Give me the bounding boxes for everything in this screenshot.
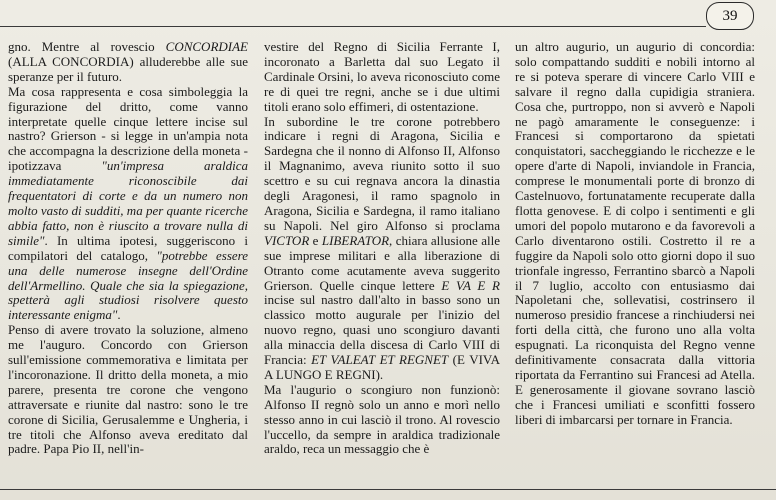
page-number: 39	[706, 2, 754, 30]
header-rule	[0, 26, 706, 27]
footer-rule	[0, 489, 776, 490]
body-text: (ALLA CONCORDIA) alluderebbe alle sue speranze per il futuro.	[8, 53, 248, 84]
paragraph	[515, 40, 755, 428]
italic-text: CONCORDIAE	[165, 39, 248, 54]
body-text: Ma l'augurio o scongiuro non funzionò: Alfonso II regnò solo un anno e morì nello stesso anno in cui lasciò il trono. Al rovescio l'uccello, da sempre in araldica tradizionale araldo, reca un messaggio che è	[264, 381, 500, 457]
body-text: un altro augurio, un augurio di concordia: solo compattando sudditi e nobili intorno al re si poteva sperare di vincere Carlo VIII e salvare il regno dalla cupidigia straniera. Cosa che, purtroppo, non si avverò e Napoli ne pagò amaramente le conseguenze: i Francesi si comportarono da spietati conquistatori, saccheggiando le ricchezze e le opere d'arte di Napoli, inviandole in Francia, comprese le monumentali porte di bronzo di Castelnuovo, fortunatamente recuperate dalla flotta genovese. E di colpo i sentimenti e gli umori del popolo mutarono e da favorevoli a Carlo diventarono ostili. Costretto il re a fuggire da Napoli solo otto giorni dopo il suo trionfale ingresso, Ferrantino sbarcò a Napoli il 7 luglio, accolto con entusiasmo dai Napoletani che, sollevatisi, costrinsero il numeroso presidio francese a rinchiudersi nei forti della città, che furono uno alla volta espugnati. La riconquista del Regno venne definitivamente consacrata dalla vittoria riportata da Ferrantino sui Francesi ad Atella. E generosamente il giovane sovrano lasciò che i Francesi umiliati e sconfitti fossero liberi di imbarcarsi per tornare in Francia.	[515, 39, 755, 427]
paragraph	[264, 40, 500, 115]
text-column-2	[264, 40, 500, 457]
paragraph	[8, 323, 248, 457]
body-text: In subordine le tre corone potrebbero indicare i regni di Aragona, Sicilia e Sardegna che il nonno di Alfonso II, Alfonso il Magnanimo, aveva riunito sotto il suo scettro e su cui regnava ancora la dinastia degli Aragonesi, il ramo spagnolo in Aragona, Sicilia e Sardegna, il ramo italiano su Napoli. Nel giro Alfonso si proclama	[264, 113, 500, 233]
paragraph	[264, 383, 500, 458]
body-text: Ma cosa rappresenta e cosa simboleggia la figurazione del dritto, come vanno interpretate quelle cinque lettere incise sul nastro? Grierson - si legge in un'ampia nota che accompagna la descrizione della moneta - ipotizzava	[8, 83, 248, 174]
body-text: Penso di avere trovato la soluzione, almeno me l'auguro. Concordo con Grierson sull'emissione commemorativa e limitata per l'incoronazione. Il dritto della moneta, a mio parere, presenta tre corone che vengono attraversate e riunite dal nastro: sono le tre corone di Sicilia, Gerusalemme e Ungheria, i tre titoli che Alfonso aveva ereditato dal padre. Papa Pio II, nell'in-	[8, 322, 248, 457]
body-text: incise sul nastro dall'alto in basso sono un classico motto augurale per l'inizio del nuovo regno, quasi uno scongiuro davanti alla minaccia della discesa di Carlo VIII di Francia:	[264, 292, 500, 368]
text-column-1	[8, 40, 248, 457]
text-column-3	[515, 40, 755, 428]
italic-text: "potrebbe essere una delle numerose insegne dell'Ordine dell'Armellino. Quale che sia la spiegazione, spetterà agli studiosi risolvere questo interessante enigma"	[8, 247, 248, 323]
body-text: e	[309, 232, 322, 248]
body-text: .	[117, 307, 121, 323]
paragraph	[8, 85, 248, 324]
italic-text: E VA E R	[441, 277, 500, 293]
paragraph	[264, 115, 500, 383]
italic-text: "un'impresa araldica immediatamente riconoscibile dai frequentatori di corte e da un numero non molto vasto di sudditi, ma per quante ricerche abbia fatto, non è riuscito a trovare nulla di simile"	[8, 158, 248, 248]
italic-text: LIBERATOR	[321, 232, 390, 248]
paragraph	[8, 40, 248, 85]
body-text: vestire del Regno di Sicilia Ferrante I, incoronato a Barletta dal suo Legato il Cardinale Orsini, lo aveva riconosciuto come re di quei tre regni, anche se i due ultimi titoli erano solo effimeri, di ostentazione.	[264, 39, 500, 114]
body-text: . In ultima ipotesi, suggeriscono i compilatori del catalogo,	[8, 232, 248, 263]
body-text: , chiara allusione alle sue imprese militari e alla liberazione di Otranto come acutamente aveva suggerito Grierson. Quelle cinque lettere	[264, 232, 500, 293]
italic-text: VICTOR	[264, 232, 310, 248]
italic-text: ET VALEAT ET REGNET	[311, 352, 449, 368]
body-text: (E VIVA A LUNGO E REGNI).	[264, 352, 501, 382]
body-text: gno. Mentre al rovescio	[8, 39, 166, 54]
